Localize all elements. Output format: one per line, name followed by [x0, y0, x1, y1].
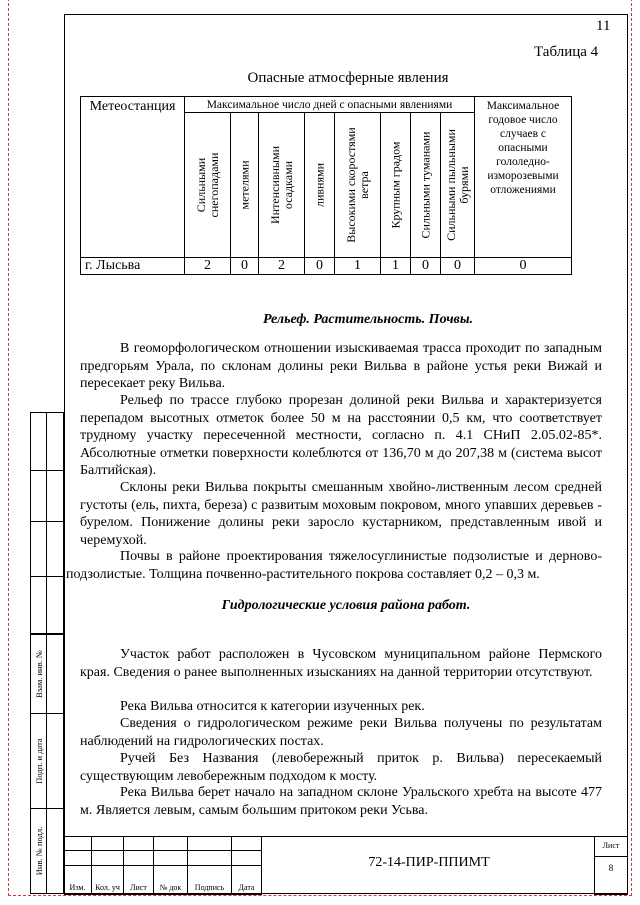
- column-header: Сильными снегопадами: [185, 113, 231, 258]
- table-title: Опасные атмосферные явления: [247, 70, 449, 86]
- value-cell: 1: [335, 258, 381, 275]
- paragraph: Склоны реки Вильва покрыты смешанным хвойно-лиственным лесом средней густоты (ель, пихта, береза) с развитым моховым покровом, много упавших деревьев - бурелом. Понижение долины реки заросло кустарником, представленным ивой и черемухой.: [80, 480, 602, 548]
- station-cell: г. Лысьва: [81, 258, 185, 275]
- table-row: [81, 258, 572, 275]
- sheet-number: 8: [608, 863, 614, 873]
- label-inv-original: Инв. № подл.: [33, 826, 44, 876]
- column-header: Высокими скоростями ветра: [335, 113, 381, 258]
- column-header: ливнями: [305, 113, 335, 258]
- side-strip: [30, 634, 64, 894]
- column-header: Интенсивными осадками: [259, 113, 305, 258]
- paragraph: Река Вильва берет начало на западном склоне Уральского хребта на высоте 477 м. Является левым, самым большим притоком реки Усьва.: [80, 785, 602, 818]
- column-header: Крупным градом: [381, 113, 411, 258]
- paragraph: В геоморфологическом отношении изыскиваемая трасса проходит по западным предгорьям Урала, по склонам долины реки Вильва в районе устья реки Вижай и пересекает реку Вильва.: [80, 341, 602, 391]
- stamp-label: Подпись: [194, 883, 225, 892]
- stamp-label: № док: [159, 883, 182, 892]
- column-header: метелями: [231, 113, 259, 258]
- value-cell: 1: [381, 258, 411, 275]
- stamp-label: Изм.: [69, 883, 86, 892]
- value-cell: 0: [231, 258, 259, 275]
- value-cell: 0: [305, 258, 335, 275]
- label-sign-date: Подп. и дата: [33, 738, 44, 784]
- paragraph: Ручей Без Названия (левобережный приток р. Вильва) пересекаемый существующим левобережным подходом к мосту.: [80, 751, 602, 784]
- value-cell: 0: [411, 258, 441, 275]
- section-heading-hydrology: Гидрологические условия района работ.: [221, 598, 471, 613]
- section-heading-relief: Рельеф. Растительность. Почвы.: [262, 312, 474, 327]
- yearly-cell: 0: [475, 258, 572, 275]
- header-max-days: Максимальное число дней с опасными явлениями: [185, 97, 475, 113]
- title-block: [64, 836, 628, 894]
- header-station: Метеостанция: [81, 97, 185, 258]
- value-cell: 2: [185, 258, 231, 275]
- paragraph: Почвы в районе проектирования тяжелосуглинистые подзолистые и дерново-подзолистые. Толщина почвенно-растительного покрова составляет 0,2 – 0,3 м.: [66, 549, 602, 582]
- hazard-table: [80, 96, 572, 275]
- paragraph: Рельеф по трассе глубоко прорезан долиной реки Вильва и характеризуется перепадом высотных отметок более 50 м на расстоянии 0,5 км, что соответствует трудному участку пересеченной местности, согласно п. 4.1 СНиП 2.05.02-85*. Абсолютные отметки поверхности колеблются от 136,70 м до 207,38 м (система высот Балтийская).: [80, 393, 602, 478]
- stamp-label: Дата: [238, 883, 255, 892]
- document-code: 72-14-ПИР-ППИМТ: [368, 855, 490, 870]
- side-strip-upper: [30, 412, 64, 634]
- paragraph: Сведения о гидрологическом режиме реки Вильва получены по результатам наблюдений на гидрологических постах.: [80, 716, 602, 749]
- label-inv-replace: Взам. инв. №: [33, 650, 44, 698]
- value-cell: 2: [259, 258, 305, 275]
- value-cell: 0: [441, 258, 475, 275]
- sheet-label: Лист: [602, 841, 620, 850]
- paragraph: Река Вильва относится к категории изученных рек.: [120, 699, 425, 714]
- stamp-label: Кол. уч: [95, 883, 120, 892]
- header-yearly: Максимальное годовое число случаев с опасными гололедно-изморозевыми отложениями: [475, 97, 572, 258]
- column-header: Сильными пыльными бурями: [441, 113, 475, 258]
- column-header: Сильными туманами: [411, 113, 441, 258]
- paragraph: Участок работ расположен в Чусовском муниципальном районе Пермского края. Сведения о ранее выполненных изысканиях на данной территории отсутствуют.: [80, 647, 602, 680]
- stamp-label: Лист: [130, 883, 147, 892]
- page-number: 11: [596, 18, 611, 34]
- table-label: Таблица 4: [534, 44, 599, 60]
